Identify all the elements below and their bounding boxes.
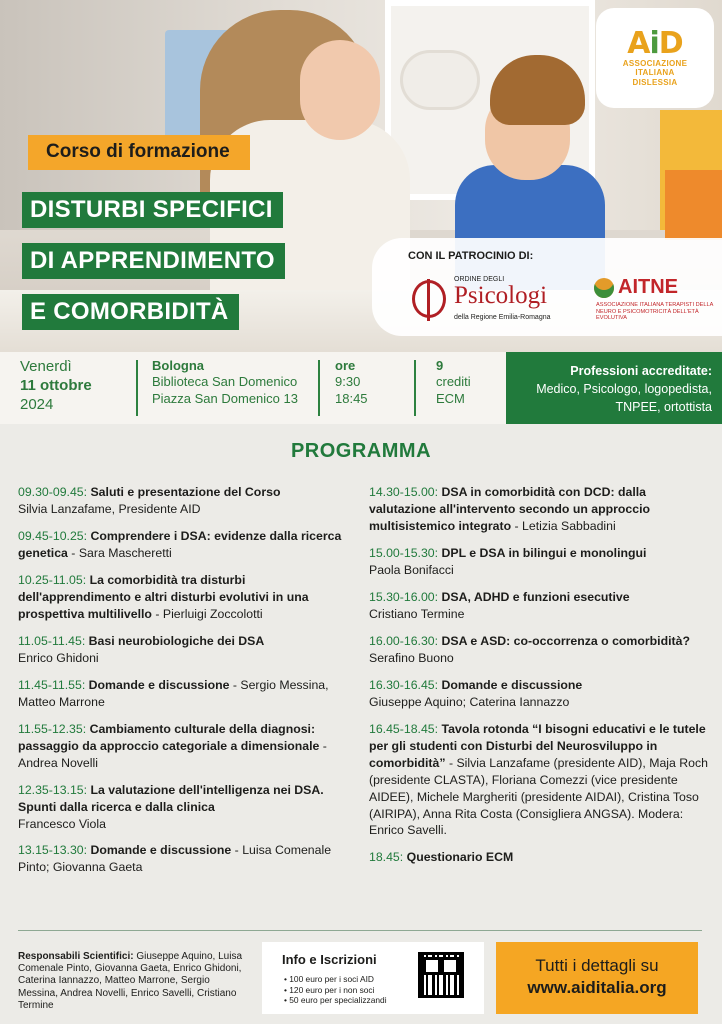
program-session-title: DSA, ADHD e funzioni esecutive — [441, 589, 630, 604]
info-separator — [414, 360, 416, 416]
program-time: 15.00-15.30: — [369, 545, 439, 560]
program-item — [18, 572, 348, 623]
program-speaker: Silvia Lanzafame, Presidente AID — [18, 501, 201, 516]
scientific-managers-label: Responsabili Scientifici: — [18, 951, 134, 962]
program-time: 11.45-11.55: — [18, 677, 86, 692]
credits-number: 9 — [436, 358, 444, 373]
professions-line-2: TNPEE, ortottista — [615, 400, 712, 415]
program-session-title: Questionario ECM — [406, 850, 514, 865]
info-separator — [136, 360, 138, 416]
psicologi-region: della Regione Emilia-Romagna — [454, 314, 551, 321]
website-intro: Tutti i dettagli su — [535, 956, 659, 975]
program-session-title: La comorbidità tra disturbi dell'apprendimento e altri disturbi evolutivi in una prospettiva multilivello — [18, 572, 309, 621]
program-time: 11.55-12.35: — [18, 721, 87, 736]
program-time: 14.30-15.00: — [369, 485, 439, 499]
program-speaker: Enrico Ghidoni — [18, 650, 99, 665]
program-speaker: - Letizia Sabbadini — [511, 518, 616, 533]
program-session-title: Comprendere i DSA: evidenze dalla ricerca genetica — [18, 528, 342, 560]
aid-logo-line2: ITALIANA — [635, 68, 675, 78]
program-time: 11.05-11.45: — [18, 633, 86, 648]
program-session-title: Domande e discussione — [88, 677, 230, 692]
patronage-label: CON IL PATROCINIO DI: — [408, 250, 534, 262]
psicologi-emblem-icon — [412, 280, 446, 318]
program-time: 16.00-16.30: — [369, 633, 439, 648]
program-speaker: Francesco Viola — [18, 816, 106, 831]
website-link[interactable]: www.aiditalia.org — [527, 978, 667, 997]
credits-type: ECM — [436, 390, 465, 406]
program-item — [18, 484, 348, 518]
psicologi-logo — [412, 276, 582, 326]
price-item: • 100 euro per i soci AID — [284, 974, 374, 984]
program-speaker: Cristiano Termine — [369, 606, 465, 621]
program-session-title: Domande e discussione — [90, 843, 232, 858]
price-item: • 120 euro per i non soci — [284, 984, 375, 995]
info-title: Info e Iscrizioni — [282, 952, 377, 967]
program-speaker: Paola Bonifacci — [369, 562, 454, 577]
event-city: Bologna — [152, 358, 204, 373]
price-item: • 50 euro per specializzandi — [284, 995, 387, 1005]
program-item — [18, 842, 348, 876]
aitne-description: ASSOCIAZIONE ITALIANA TERAPISTI DELLA NEURO E PSICOMOTRICITÀ DELL'ETÀ EVOLUTIVA — [596, 302, 713, 322]
program-time: 16.30-16.45: — [369, 677, 439, 692]
info-separator — [318, 360, 320, 416]
program-speaker: - Sara Mascheretti — [67, 545, 172, 560]
program-column-left — [18, 484, 348, 886]
event-credits — [436, 358, 471, 407]
qr-code-icon[interactable] — [418, 952, 464, 998]
credits-label: crediti — [436, 374, 471, 390]
aid-logo — [596, 8, 714, 108]
program-speaker: - Sergio Messina, Matteo Marrone — [18, 677, 329, 709]
program-item — [369, 677, 709, 711]
website-box[interactable] — [496, 942, 698, 1014]
price-list — [284, 974, 387, 1006]
scientific-managers — [18, 951, 250, 1012]
program-item — [18, 721, 348, 772]
event-time — [335, 358, 368, 407]
program-session-title: DSA e ASD: co-occorrenza o comorbidità? — [441, 633, 690, 648]
event-year: 2024 — [20, 395, 54, 413]
aid-logo-text — [623, 59, 688, 87]
program-item — [369, 849, 709, 866]
accredited-professions — [506, 352, 722, 424]
program-item — [369, 545, 709, 579]
program-item — [18, 633, 348, 667]
program-session-title: Domande e discussione — [441, 677, 583, 692]
program-item — [18, 528, 348, 562]
scientific-managers-names: Giuseppe Aquino, Luisa Comenale Pinto, Giovanna Gaeta, Enrico Ghidoni, Caterina Iannazzo, Matteo Marrone, Sergio Messina, Andrea Novelli, Enrico Savelli, Cristiano Termine — [18, 951, 243, 1011]
hero-toy-box-orange — [665, 170, 722, 240]
event-time-label: ore — [335, 358, 356, 373]
program-session-title: Tavola rotonda “I bisogni educativi e le tutele per gli studenti con Disturbi del Neurosviluppo in comorbidità” — [369, 721, 706, 770]
event-venue: Biblioteca San Domenico — [152, 374, 298, 390]
program-item — [369, 633, 709, 667]
program-time: 09.45-10.25: — [18, 528, 88, 543]
program-item — [369, 589, 709, 623]
event-date-day: 11 ottobre — [20, 376, 92, 394]
program-item — [369, 484, 709, 535]
aitne-name: AITNE — [618, 276, 678, 298]
program-time: 13.15-13.30: — [18, 843, 88, 858]
program-item — [369, 721, 709, 840]
professions-title: Professioni accreditate: — [570, 364, 712, 378]
event-start: 9:30 — [335, 374, 361, 390]
program-speaker: - Silvia Lanzafame (presidente AID), Maja Roch (presidente CLASTA), Floriana Comezzi (vice presidente AIDEE), Michele Margheriti (presidente AIDAI), Cristina Toso (AIRIPA), Anna Rita Costa (Consigliera ANGSA). Modera: Enrico Savelli. — [369, 755, 708, 838]
aitne-emblem-icon — [594, 278, 614, 298]
program-item — [18, 782, 348, 833]
program-speaker: - Luisa Comenale Pinto; Giovanna Gaeta — [18, 843, 332, 875]
info-registration-box — [262, 942, 484, 1014]
footer-divider — [18, 930, 702, 931]
aid-logo-line3: DISLESSIA — [632, 77, 678, 87]
hero-woman-face — [300, 40, 380, 140]
program-session-title: La valutazione dell'intelligenza nei DSA. Spunti dalla ricerca e dalla clinica — [18, 782, 324, 814]
aitne-logo — [594, 276, 714, 326]
psicologi-name: Psicologi — [454, 282, 548, 309]
aid-logo-line1: ASSOCIAZIONE — [622, 59, 688, 69]
event-end: 18:45 — [335, 390, 368, 406]
program-time: 09.30-09.45: — [18, 485, 88, 499]
program-time: 15.30-16.00: — [369, 589, 439, 604]
program-session-title: Cambiamento culturale della diagnosi: passaggio da approccio categoriale a dimensionale — [18, 721, 320, 753]
event-date — [20, 358, 92, 414]
event-location — [152, 358, 298, 407]
aid-logo-mark: AiD — [627, 26, 683, 62]
course-title-line-2: DI APPRENDIMENTO — [22, 243, 285, 279]
course-title-line-1: DISTURBI SPECIFICI — [22, 192, 283, 228]
program-time: 10.25-11.05: — [18, 572, 87, 587]
program-time: 16.45-18.45: — [369, 721, 439, 736]
patronage-box — [372, 238, 722, 336]
program-session-title: Saluti e presentazione del Corso — [90, 485, 281, 499]
event-address: Piazza San Domenico 13 — [152, 390, 298, 406]
program-speaker: - Pierluigi Zoccolotti — [151, 606, 263, 621]
course-title-line-3: E COMORBIDITÀ — [22, 294, 239, 330]
event-day: Venerdì — [20, 358, 72, 375]
program-item — [18, 677, 348, 711]
course-label: Corso di formazione — [28, 135, 250, 170]
professions-line-1: Medico, Psicologo, logopedista, — [536, 382, 712, 397]
program-speaker: - Andrea Novelli — [18, 738, 327, 770]
program-time: 18.45: — [369, 850, 404, 865]
hero-pillow — [400, 50, 480, 110]
program-title: PROGRAMMA — [290, 440, 432, 462]
program-speaker: Giuseppe Aquino; Caterina Iannazzo — [369, 694, 570, 709]
program-session-title: Basi neurobiologiche dei DSA — [88, 633, 265, 648]
psicologi-small: ORDINE DEGLI — [454, 276, 505, 283]
program-time: 12.35-13.15: — [18, 782, 88, 797]
program-speaker: Serafino Buono — [369, 650, 454, 665]
program-session-title: DSA in comorbidità con DCD: dalla valutazione all'intervento secondo un approccio multisistemico integrato — [369, 485, 651, 533]
program-column-right — [369, 484, 709, 876]
program-session-title: DPL e DSA in bilingui e monolingui — [441, 545, 647, 560]
